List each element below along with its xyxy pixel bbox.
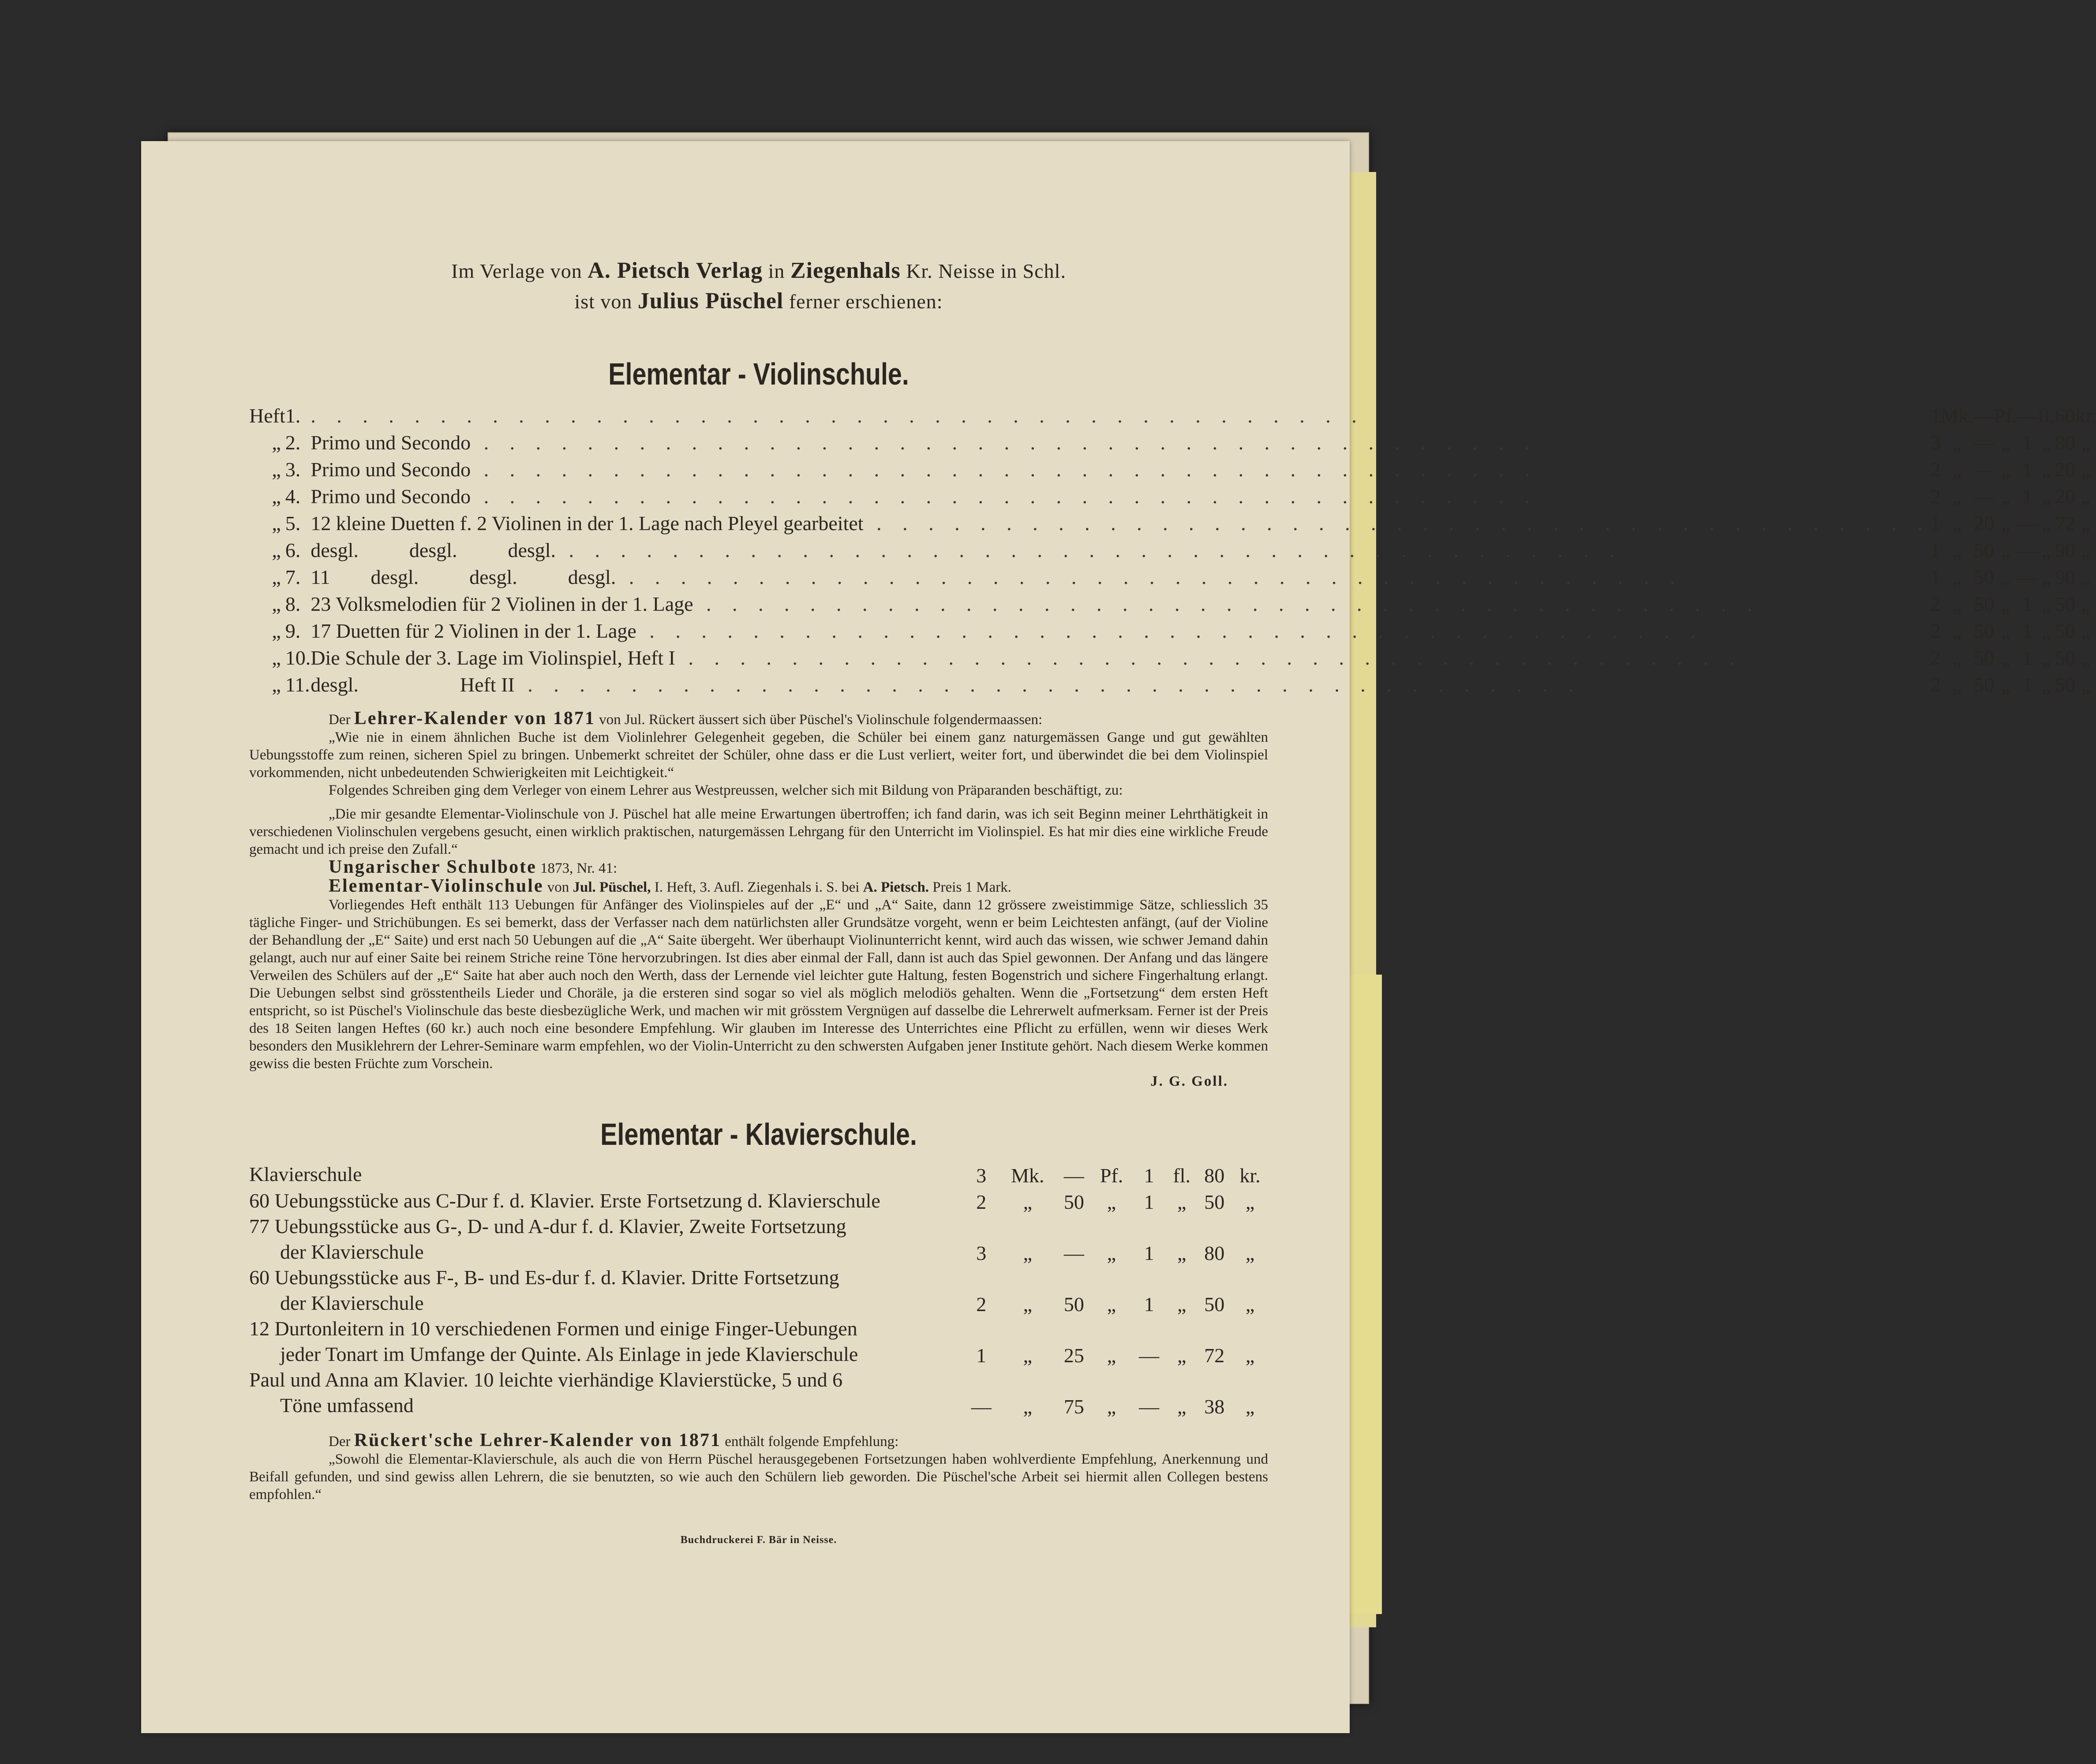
- price-pf-u: „: [1107, 1395, 1116, 1418]
- price-kr-u: „: [1245, 1242, 1255, 1264]
- violin-price-table: [249, 400, 2096, 696]
- price-mk: 2: [1930, 647, 1941, 669]
- price-kr-u: „: [1245, 1395, 1255, 1418]
- price-fl: —: [1139, 1395, 1160, 1418]
- table-row: [249, 562, 2096, 589]
- price-fl: 1: [2022, 458, 2032, 481]
- page-content: [249, 256, 2096, 1546]
- price-fl-u: „: [1177, 1395, 1186, 1418]
- price-kr: 20: [2055, 458, 2075, 481]
- item-title: Klavierschule: [249, 1163, 362, 1185]
- price-fl-u: „: [2041, 458, 2051, 481]
- item-title: Primo und Secondo: [311, 431, 471, 454]
- item-title: 11 desgl. desgl. desgl.: [311, 566, 616, 588]
- price-fl-u: „: [1177, 1242, 1186, 1264]
- heft-label: „: [272, 566, 281, 588]
- price-kr: 50: [2055, 593, 2075, 615]
- price-fl-u: „: [2041, 620, 2051, 642]
- price-fl-u: „: [2041, 431, 2051, 454]
- price-mk: 3: [1930, 431, 1941, 454]
- heft-number: 5.: [285, 512, 301, 534]
- price-mk-u: „: [1953, 458, 1962, 481]
- leader-dots: . . . . . . . . . . . . . . . . . . . . . . . . . . . . . . . . . . . . . . . . .: [311, 404, 1365, 427]
- printer-imprint: Buchdruckerei F. Bär in Neisse.: [680, 1534, 837, 1546]
- price-pf-u: „: [2001, 566, 2010, 588]
- price-kr: 60: [2055, 404, 2075, 427]
- letter-quote: „Die mir gesandte Elementar-Violinschule von J. Püschel hat alle meine Erwartungen übertroffen; ich fand darin, was ich seit Beginn meiner Lehrthätigkeit in verschiedenen Violinschulen vergebens gesucht, einen wirklich praktischen, naturgemässen Lehrgang für den Unterricht im Violinspiel. Es hat mir dies eine wirkliche Freude gemacht und ich preise den Zufall.“: [249, 806, 1268, 857]
- price-kr-u: „: [1245, 1191, 1255, 1213]
- price-mk-u: „: [1953, 673, 1962, 696]
- price-pf: 50: [1973, 539, 1994, 561]
- heft-label: „: [272, 458, 281, 481]
- item-title: desgl. desgl. desgl.: [311, 539, 556, 561]
- price-kr: 50: [1204, 1293, 1225, 1316]
- price-kr-u: „: [2081, 485, 2090, 508]
- review-quote: „Sowohl die Elementar-Klavierschule, als auch die von Herrn Püschel herausgegebenen Fortsetzungen haben wohlverdiente Empfehlung, Anerkennung und Beifall gefunden, und sind gewiss allen Lehrern, die sie benutzten, so wie auch den Schülern lieb geworden. Die Püschel'sche Arbeit sei hiermit allen Collegen bestens empfohlen.“: [249, 1451, 1268, 1502]
- heft-number: 11.: [285, 673, 310, 696]
- intro-text: Im Verlage von: [451, 260, 582, 282]
- heft-number: 6.: [285, 539, 301, 561]
- item-subtitle: jeder Tonart im Umfange der Quinte. Als Einlage in jede Klavierschule: [280, 1343, 858, 1365]
- price-kr-u: „: [2081, 458, 2090, 481]
- price-mk-u: „: [1953, 539, 1962, 561]
- price-fl-u: „: [2041, 593, 2051, 615]
- price-mk-u: „: [1953, 512, 1962, 534]
- price-kr-u: „: [1245, 1293, 1255, 1316]
- leader-dots: . . . . . . . . . . . . . . . . . . . . . . . . . . . . . . . . . . . . . . . . .: [693, 593, 1760, 615]
- price-mk-u: „: [1953, 593, 1962, 615]
- item-description: [311, 669, 1930, 696]
- price-fl: 1: [2022, 647, 2032, 669]
- klavier-price-table: [249, 1161, 1268, 1418]
- price-mk: 1: [1930, 566, 1941, 588]
- item-description: [311, 400, 1930, 427]
- price-mk: 2: [1930, 673, 1941, 696]
- heft-label: „: [272, 620, 281, 642]
- review-text: Der: [329, 1434, 351, 1450]
- price-kr-u: „: [2081, 539, 2090, 561]
- heft-label: „: [272, 485, 281, 508]
- leader-dots: . . . . . . . . . . . . . . . . . . . . . . . . . . . . . . . . . . . . . . . . .: [514, 673, 1582, 696]
- price-fl-u: „: [2041, 539, 2051, 561]
- price-mk-u: „: [1023, 1344, 1033, 1367]
- publisher-name: A. Pietsch Verlag: [588, 258, 763, 283]
- price-pf-u: „: [2001, 539, 2010, 561]
- signature: J. G. Goll.: [1150, 1073, 1228, 1089]
- intro-line-2: [249, 286, 1268, 317]
- table-row: [249, 508, 2096, 535]
- heft-label: Heft: [249, 404, 285, 427]
- item-description: [249, 1265, 964, 1316]
- table-row: [249, 1316, 1268, 1367]
- price-fl-u: „: [1177, 1293, 1186, 1316]
- table-row: [249, 643, 2096, 669]
- table-row: [249, 1367, 1268, 1418]
- price-pf: 25: [1063, 1344, 1084, 1367]
- price-mk: 2: [976, 1293, 987, 1316]
- item-title: 23 Volksmelodien für 2 Violinen in der 1. Lage: [311, 593, 693, 615]
- kalender-title: Rückert'sche Lehrer-Kalender von 1871: [354, 1430, 722, 1450]
- item-description: [249, 1214, 964, 1265]
- price-kr-u: „: [2081, 647, 2090, 669]
- item-description: [311, 616, 1930, 643]
- price-kr: 90: [2055, 539, 2075, 561]
- heft-label: „: [272, 673, 281, 696]
- price-fl: 1: [1144, 1293, 1154, 1316]
- price-pf-u: „: [1107, 1242, 1116, 1264]
- table-row: [249, 616, 2096, 643]
- schulbote-text: Vorliegendes Heft enthält 113 Uebungen für Anfänger des Violinspieles auf der „E“ und „A“ Saite, dann 12 grössere zweistimmige Sätze, schliesslich 35 tägliche Finger- und Strichübungen. Es sei bemerkt, dass der Verfasser nach dem natürlichsten aller Grundsätze vorgeht, wenn er beim Leichtesten anfängt, (auf der Violine der Behandlung der „E“ Saite) und erst nach 50 Uebungen auf die „A“ Saite übergeht. Wer überhaupt Violinunterricht kennt, wird auch das wissen, wie schwer Jemand dahin gelangt, auch nur auf einer Saite bei reinem Striche reine Töne hervorzubringen. Ist dies aber einmal der Fall, dann ist auch das Spiel gewonnen. Der Anfang und das längere Verweilen des Schülers auf der „E“ Saite hat aber auch noch den Werth, dass der Lernende viel leichter gute Haltung, festen Bogenstrich und sichere Fingerhaltung erlangt. Die Uebungen selbst sind grösstentheils Lieder und Choräle, ja die ersteren sind sogar so viel als möglich melodiös gehalten. Wenn die „Fortsetzung“ dem ersten Heft entspricht, so ist Püschel's Violinschule das beste diesbezügliche Werk, und machen wir mit grösstem Vergnügen auf dasselbe die Lehrerwelt aufmerksam. Ferner ist der Preis des 18 Seiten langen Heftes (60 kr.) auch noch eine besondere Empfehlung. Wir glauben im Interesse des Unterrichtes eine Pflicht zu erfüllen, wenn wir dieses Werk besonders den Musiklehrern der Lehrer-Seminare warm empfehlen, wo der Violin-Unterricht zu den schwersten Aufgaben jener Institute gehört. Nach diesem Werke kommen gewiss die besten Früchte zum Vorschein.: [249, 897, 1268, 1072]
- item-title: Die Schule der 3. Lage im Violinspiel, Heft I: [311, 647, 675, 669]
- heft-label: „: [272, 593, 281, 615]
- price-kr-u: „: [2081, 593, 2090, 615]
- intro-text: ferner erschienen:: [789, 290, 943, 313]
- price-kr: 80: [1204, 1242, 1225, 1264]
- price-pf: —: [1973, 431, 1994, 454]
- price-mk: 3: [976, 1164, 987, 1187]
- price-mk: 2: [1930, 620, 1941, 642]
- price-fl: —: [2017, 512, 2038, 534]
- price-fl: 1: [2022, 673, 2032, 696]
- violin-title-wrap: [249, 356, 1268, 392]
- price-kr: 50: [2055, 647, 2075, 669]
- table-row: [249, 1187, 1268, 1214]
- review-quote: „Wie nie in einem ähnlichen Buche ist dem Violinlehrer Gelegenheit gegeben, die Schüler bei einem ganz naturgemässen Gange und gut gewählten Uebungsstoffe zum reinen, sicheren Spiel zu bringen. Unbemerkt schreitet der Schüler, ohne dass er die Lust verliert, weiter fort, und überwindet die bei dem Violinspiel vorkommenden, nicht unbedeutenden Schwierigkeiten mit Leichtigkeit.“: [249, 729, 1268, 781]
- price-pf: 50: [1063, 1191, 1084, 1213]
- price-fl-u: „: [2041, 566, 2051, 588]
- price-pf: 50: [1973, 620, 1994, 642]
- item-subtitle: der Klavierschule: [280, 1292, 424, 1314]
- price-kr: 50: [2055, 673, 2075, 696]
- table-row: [249, 1161, 1268, 1187]
- review-text: von: [547, 879, 569, 895]
- price-pf-u: „: [2001, 431, 2010, 454]
- table-row: [249, 669, 2096, 696]
- book-author: Jul. Püschel,: [573, 879, 651, 895]
- price-pf-u: „: [2001, 673, 2010, 696]
- price-pf: 75: [1063, 1395, 1084, 1418]
- review-text: von Jul. Rückert äussert sich über Püschel's Violinschule folgendermaassen:: [599, 712, 1043, 728]
- price-fl-u: fl.: [2037, 404, 2055, 427]
- price-pf-u: „: [2001, 593, 2010, 615]
- price-pf: 50: [1973, 673, 1994, 696]
- price-mk-u: „: [1023, 1191, 1033, 1213]
- price-pf: 50: [1973, 593, 1994, 615]
- price-kr-u: „: [2081, 620, 2090, 642]
- price-fl: —: [2017, 566, 2038, 588]
- leader-dots: . . . . . . . . . . . . . . . . . . . . . . . . . . . . . . . . . . . . . . . . .: [471, 431, 1538, 454]
- price-mk: —: [971, 1395, 992, 1418]
- price-pf: 50: [1973, 647, 1994, 669]
- item-title: 17 Duetten für 2 Violinen in der 1. Lage: [311, 620, 636, 642]
- price-pf: —: [1973, 485, 1994, 508]
- item-description: [311, 454, 1930, 481]
- table-row: [249, 1265, 1268, 1316]
- price-kr-u: „: [2081, 512, 2090, 534]
- item-description: [249, 1316, 964, 1367]
- schulbote-ref: 1873, Nr. 41:: [540, 860, 618, 876]
- price-pf-u: „: [2001, 485, 2010, 508]
- item-subtitle: Töne umfassend: [280, 1394, 414, 1416]
- price-pf-u: Pf.: [1994, 404, 2017, 427]
- price-mk-u: „: [1953, 620, 1962, 642]
- price-pf: 50: [1973, 566, 1994, 588]
- price-pf-u: „: [1107, 1344, 1116, 1367]
- price-mk: 3: [976, 1242, 987, 1264]
- item-title: 60 Uebungsstücke aus F-, B- und Es-dur f. d. Klavier. Dritte Fortsetzung: [249, 1266, 839, 1289]
- price-kr-u: „: [2081, 673, 2090, 696]
- review-rueckert: [249, 1431, 1268, 1503]
- heft-number: 10.: [285, 647, 311, 669]
- price-kr-u: „: [1245, 1344, 1255, 1367]
- heft-label: „: [272, 431, 281, 454]
- price-pf: 20: [1973, 512, 1994, 534]
- item-description: [311, 589, 1930, 616]
- item-description: [311, 427, 1930, 454]
- letter-intro: Folgendes Schreiben ging dem Verleger von einem Lehrer aus Westpreussen, welcher sich mit Bildung von Präparanden beschäftigt, zu:: [329, 782, 1123, 798]
- price-mk-u: „: [1953, 566, 1962, 588]
- price-fl-u: „: [1177, 1191, 1186, 1213]
- leader-dots: . . . . . . . . . . . . . . . . . . . . . . . . . . . . . . . . . . . . . . . . .: [471, 458, 1538, 481]
- price-mk: 2: [1930, 458, 1941, 481]
- price-fl: 1: [1144, 1242, 1154, 1264]
- price-fl: 1: [2022, 593, 2032, 615]
- item-description: [249, 1161, 964, 1187]
- price-pf-u: „: [2001, 620, 2010, 642]
- price-kr: 80: [1204, 1164, 1225, 1187]
- price-fl-u: „: [2041, 485, 2051, 508]
- price-fl-u: „: [2041, 673, 2051, 696]
- intro-text: Kr. Neisse in Schl.: [906, 260, 1066, 282]
- price-mk-u: „: [1023, 1395, 1033, 1418]
- item-description: [311, 562, 1930, 589]
- intro: [249, 256, 1268, 317]
- heft-label: „: [272, 512, 281, 534]
- price-kr: 38: [1204, 1395, 1225, 1418]
- price-kr: 80: [2055, 431, 2075, 454]
- price-pf: —: [1063, 1164, 1084, 1187]
- price-mk: 1: [1930, 512, 1941, 534]
- item-description: [311, 508, 1930, 535]
- item-title: 12 kleine Duetten f. 2 Violinen in der 1. Lage nach Pleyel gearbeitet: [311, 512, 864, 534]
- table-row: [249, 454, 2096, 481]
- item-description: [311, 535, 1930, 562]
- heft-number: 7.: [285, 566, 301, 588]
- heft-number: 1.: [285, 404, 301, 427]
- price-fl: —: [1139, 1344, 1160, 1367]
- price-kr-u: „: [2081, 566, 2090, 588]
- price-fl: —: [2017, 404, 2038, 427]
- heft-number: 9.: [285, 620, 301, 642]
- review-text: enthält folgende Empfehlung:: [725, 1434, 899, 1450]
- review-text: Der: [329, 712, 351, 728]
- item-title: desgl. Heft II: [311, 673, 515, 696]
- price-pf-u: „: [2001, 647, 2010, 669]
- price-fl: 1: [2022, 620, 2032, 642]
- price-pf-u: „: [2001, 512, 2010, 534]
- price-pf-u: „: [1107, 1293, 1116, 1316]
- table-row: [249, 481, 2096, 508]
- leader-dots: . . . . . . . . . . . . . . . . . . . . . . . . . . . . . . . . . . . . . . . . .: [471, 485, 1538, 508]
- item-title: Primo und Secondo: [311, 485, 471, 508]
- price-kr-u: kr.: [1239, 1164, 1261, 1187]
- item-subtitle: der Klavierschule: [280, 1241, 424, 1263]
- price-pf: 50: [1063, 1293, 1084, 1316]
- leader-dots: . . . . . . . . . . . . . . . . . . . . . . . . . . . . . . . . . . . . . . . . .: [675, 647, 1742, 669]
- price-kr-u: „: [2081, 431, 2090, 454]
- price-kr-u: kr.: [2075, 404, 2096, 427]
- price-fl: —: [2017, 539, 2038, 561]
- price-mk-u: „: [1953, 647, 1962, 669]
- book-title: Elementar-Violinschule: [329, 876, 544, 896]
- price-mk: 1: [1930, 539, 1941, 561]
- price-kr: 50: [1204, 1191, 1225, 1213]
- intro-text: ist von: [574, 290, 633, 313]
- leader-dots: . . . . . . . . . . . . . . . . . . . . . . . . . . . . . . . . . . . . . . . . .: [863, 512, 1931, 534]
- price-mk-u: „: [1023, 1242, 1033, 1264]
- violin-title: Elementar - Violinschule.: [608, 357, 909, 391]
- city-name: Ziegenhals: [790, 258, 901, 283]
- price-pf-u: „: [2001, 458, 2010, 481]
- price-fl: 1: [1144, 1164, 1154, 1187]
- heft-number: 3.: [285, 458, 301, 481]
- book-publisher: A. Pietsch.: [863, 879, 929, 895]
- price-pf: —: [1973, 458, 1994, 481]
- price-kr: 50: [2055, 620, 2075, 642]
- review-schulbote: [249, 858, 1268, 1090]
- table-row: [249, 1214, 1268, 1265]
- kalender-title: Lehrer-Kalender von 1871: [354, 708, 595, 729]
- leader-dots: . . . . . . . . . . . . . . . . . . . . . . . . . . . . . . . . . . . . . . . . .: [616, 566, 1683, 588]
- heft-number: 4.: [285, 485, 301, 508]
- price-mk-u: „: [1953, 485, 1962, 508]
- leader-dots: . . . . . . . . . . . . . . . . . . . . . . . . . . . . . . . . . . . . . . . . .: [636, 620, 1703, 642]
- price-kr: 90: [2055, 566, 2075, 588]
- price-mk-u: „: [1023, 1293, 1033, 1316]
- heft-label: „: [272, 539, 281, 561]
- price-fl-u: „: [2041, 647, 2051, 669]
- item-description: [249, 1187, 964, 1214]
- price-pf-u: „: [1107, 1191, 1116, 1213]
- price-pf: —: [1063, 1242, 1084, 1264]
- book-edition: I. Heft, 3. Aufl. Ziegenhals i. S. bei: [654, 879, 860, 895]
- price-fl-u: „: [2041, 512, 2051, 534]
- price-mk: 2: [1930, 593, 1941, 615]
- book-price: Preis 1 Mark.: [932, 879, 1012, 895]
- heft-number: 8.: [285, 593, 301, 615]
- price-mk: 2: [1930, 485, 1941, 508]
- schulbote-title: Ungarischer Schulbote: [329, 857, 537, 877]
- price-fl: 1: [1144, 1191, 1154, 1213]
- item-title: Paul und Anna am Klavier. 10 leichte vierhändige Klavierstücke, 5 und 6: [249, 1368, 843, 1391]
- klavier-title-wrap: [249, 1117, 1268, 1152]
- review-lehrer-kalender: [249, 710, 1268, 858]
- author-name: Julius Püschel: [637, 288, 784, 314]
- table-row: [249, 589, 2096, 616]
- item-title: 77 Uebungsstücke aus G-, D- und A-dur f. d. Klavier, Zweite Fortsetzung: [249, 1215, 846, 1237]
- price-kr: 72: [1204, 1344, 1225, 1367]
- price-mk-u: Mk.: [1940, 404, 1974, 427]
- item-title: Primo und Secondo: [311, 458, 471, 481]
- heft-number: 2.: [285, 431, 301, 454]
- item-title: 60 Uebungsstücke aus C-Dur f. d. Klavier. Erste Fortsetzung d. Klavierschule: [249, 1189, 880, 1212]
- intro-text: in: [768, 260, 785, 282]
- price-kr: 20: [2055, 485, 2075, 508]
- price-fl: 1: [2022, 431, 2032, 454]
- document-page: [141, 141, 2096, 1733]
- price-fl-u: fl.: [1173, 1164, 1191, 1187]
- item-title: 12 Durtonleitern in 10 verschiedenen Formen und einige Finger-Uebungen: [249, 1317, 857, 1340]
- price-fl-u: „: [1177, 1344, 1186, 1367]
- table-row: [249, 400, 2096, 427]
- price-mk: 1: [976, 1344, 987, 1367]
- leader-dots: . . . . . . . . . . . . . . . . . . . . . . . . . . . . . . . . . . . . . . . . .: [556, 539, 1623, 561]
- heft-label: „: [272, 647, 281, 669]
- item-description: [249, 1367, 964, 1418]
- klavier-title: Elementar - Klavierschule.: [600, 1117, 917, 1151]
- price-kr: 72: [2055, 512, 2075, 534]
- price-pf: —: [1973, 404, 1994, 427]
- price-mk: 2: [976, 1191, 987, 1213]
- table-row: [249, 535, 2096, 562]
- item-description: [311, 481, 1930, 508]
- price-mk-u: Mk.: [1011, 1164, 1044, 1187]
- intro-line-1: [249, 256, 1268, 286]
- item-description: [311, 643, 1930, 669]
- price-fl: 1: [2022, 485, 2032, 508]
- price-mk-u: „: [1953, 431, 1962, 454]
- price-pf-u: Pf.: [1100, 1164, 1123, 1187]
- table-row: [249, 427, 2096, 454]
- price-mk: 1: [1930, 404, 1941, 427]
